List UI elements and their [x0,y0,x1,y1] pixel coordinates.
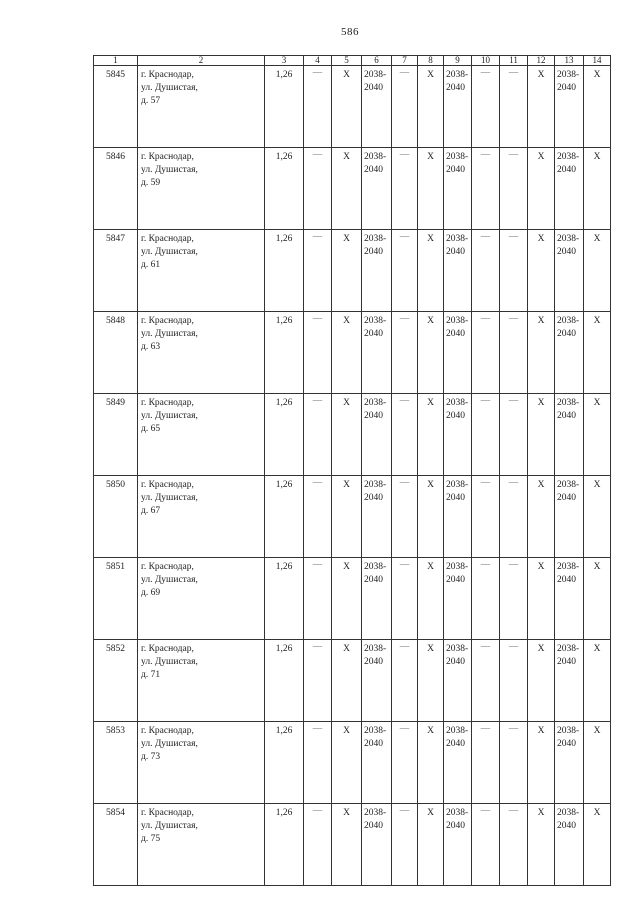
address-cell-line: д. 65 [141,424,161,434]
col-9-cell [444,66,472,148]
col-7-cell: — [392,230,418,312]
col-13-cell-line: 2038- [557,316,580,326]
col-14-cell: X [584,722,611,804]
col-14-cell: X [584,148,611,230]
col-5-cell: X [332,148,362,230]
column-header-4: 4 [304,56,332,66]
col-11-cell: — [500,558,528,640]
col-9-cell-line: 2038- [446,234,469,244]
col-7-cell: — [392,312,418,394]
col-4-cell: — [304,558,332,640]
row-number: 5854 [94,804,138,886]
column-header-8: 8 [418,56,444,66]
col-6-cell-line: 2038- [364,70,387,80]
col-10-cell: — [472,640,500,722]
col-7-cell: — [392,148,418,230]
col-13-cell-line: 2038- [557,726,580,736]
address-cell-line: д. 57 [141,96,161,106]
table-row [94,640,611,722]
col-12-cell: X [528,312,555,394]
col-6-cell-line: 2040 [364,83,383,93]
col-12-cell: X [528,230,555,312]
col-6-cell [362,312,392,394]
area-cell: 1,26 [265,394,304,476]
address-cell-line: г. Краснодар, [141,70,194,80]
col-9-cell-line: 2040 [446,247,465,257]
col-6-cell-line: 2038- [364,480,387,490]
col-6-cell [362,640,392,722]
address-cell-line: ул. Душистая, [141,165,198,175]
col-13-cell-line: 2040 [557,165,576,175]
col-6-cell [362,148,392,230]
address-cell [138,722,265,804]
col-4-cell: — [304,394,332,476]
address-cell [138,804,265,886]
col-6-cell-line: 2038- [364,398,387,408]
col-13-cell-line: 2040 [557,329,576,339]
col-14-cell: X [584,804,611,886]
col-9-cell-line: 2040 [446,329,465,339]
col-4-cell: — [304,312,332,394]
col-5-cell: X [332,66,362,148]
col-7-cell: — [392,558,418,640]
col-13-cell-line: 2040 [557,657,576,667]
area-cell: 1,26 [265,148,304,230]
col-11-cell: — [500,148,528,230]
col-6-cell-line: 2040 [364,821,383,831]
column-header-5: 5 [332,56,362,66]
col-9-cell [444,722,472,804]
col-8-cell: X [418,148,444,230]
address-cell-line: д. 67 [141,506,161,516]
address-cell-line: г. Краснодар, [141,480,194,490]
col-6-cell-line: 2040 [364,739,383,749]
col-6-cell-line: 2038- [364,152,387,162]
table-row [94,148,611,230]
table-header-row [94,56,611,66]
col-13-cell [555,640,584,722]
table-row [94,312,611,394]
col-11-cell: — [500,804,528,886]
col-10-cell: — [472,804,500,886]
col-6-cell [362,394,392,476]
col-9-cell [444,394,472,476]
table-row [94,230,611,312]
address-cell-line: ул. Душистая, [141,493,198,503]
col-7-cell: — [392,66,418,148]
col-4-cell: — [304,230,332,312]
table-body [94,66,611,886]
col-13-cell [555,558,584,640]
col-13-cell [555,804,584,886]
column-header-3: 3 [265,56,304,66]
col-12-cell: X [528,476,555,558]
address-cell-line: г. Краснодар, [141,562,194,572]
col-14-cell: X [584,640,611,722]
col-8-cell: X [418,230,444,312]
address-cell-line: д. 61 [141,260,161,270]
col-9-cell [444,640,472,722]
col-9-cell [444,230,472,312]
col-13-cell-line: 2038- [557,152,580,162]
address-cell-line: д. 59 [141,178,161,188]
row-number: 5847 [94,230,138,312]
col-5-cell: X [332,804,362,886]
col-8-cell: X [418,804,444,886]
col-4-cell: — [304,476,332,558]
col-6-cell-line: 2040 [364,329,383,339]
column-header-13: 13 [555,56,584,66]
col-14-cell: X [584,66,611,148]
area-cell: 1,26 [265,722,304,804]
col-9-cell-line: 2038- [446,398,469,408]
col-6-cell-line: 2040 [364,657,383,667]
col-9-cell-line: 2040 [446,165,465,175]
col-7-cell: — [392,804,418,886]
col-9-cell-line: 2040 [446,575,465,585]
col-13-cell-line: 2038- [557,562,580,572]
col-13-cell-line: 2040 [557,83,576,93]
col-13-cell [555,722,584,804]
address-cell-line: г. Краснодар, [141,234,194,244]
col-7-cell: — [392,476,418,558]
col-6-cell [362,66,392,148]
col-5-cell: X [332,230,362,312]
column-header-2: 2 [138,56,265,66]
col-7-cell: — [392,722,418,804]
col-6-cell [362,476,392,558]
col-9-cell [444,558,472,640]
col-14-cell: X [584,230,611,312]
area-cell: 1,26 [265,640,304,722]
address-cell-line: ул. Душистая, [141,83,198,93]
col-13-cell-line: 2040 [557,411,576,421]
col-6-cell-line: 2040 [364,247,383,257]
area-cell: 1,26 [265,558,304,640]
row-number: 5846 [94,148,138,230]
col-4-cell: — [304,640,332,722]
address-cell-line: г. Краснодар, [141,808,194,818]
table-row [94,66,611,148]
col-13-cell-line: 2040 [557,739,576,749]
address-cell-line: ул. Душистая, [141,821,198,831]
col-5-cell: X [332,312,362,394]
col-8-cell: X [418,722,444,804]
col-9-cell-line: 2040 [446,821,465,831]
col-4-cell: — [304,148,332,230]
col-9-cell-line: 2040 [446,411,465,421]
col-11-cell: — [500,230,528,312]
col-9-cell-line: 2038- [446,152,469,162]
col-10-cell: — [472,476,500,558]
table-row [94,804,611,886]
column-header-11: 11 [500,56,528,66]
col-11-cell: — [500,312,528,394]
col-9-cell-line: 2038- [446,70,469,80]
col-13-cell-line: 2038- [557,808,580,818]
area-cell: 1,26 [265,312,304,394]
col-14-cell: X [584,394,611,476]
col-4-cell: — [304,804,332,886]
col-9-cell [444,312,472,394]
address-cell [138,148,265,230]
address-cell-line: г. Краснодар, [141,316,194,326]
col-6-cell-line: 2040 [364,493,383,503]
col-13-cell-line: 2040 [557,575,576,585]
col-10-cell: — [472,148,500,230]
col-13-cell-line: 2038- [557,398,580,408]
col-10-cell: — [472,394,500,476]
row-number: 5851 [94,558,138,640]
column-header-10: 10 [472,56,500,66]
row-number: 5849 [94,394,138,476]
col-14-cell: X [584,558,611,640]
page-number: 586 [341,26,359,38]
row-number: 5853 [94,722,138,804]
col-8-cell: X [418,558,444,640]
col-13-cell-line: 2040 [557,821,576,831]
col-9-cell-line: 2038- [446,644,469,654]
col-6-cell-line: 2038- [364,726,387,736]
col-9-cell-line: 2038- [446,808,469,818]
col-8-cell: X [418,312,444,394]
col-11-cell: — [500,722,528,804]
column-header-9: 9 [444,56,472,66]
col-5-cell: X [332,640,362,722]
col-5-cell: X [332,558,362,640]
col-9-cell-line: 2040 [446,493,465,503]
address-cell-line: д. 73 [141,752,161,762]
address-cell-line: д. 63 [141,342,161,352]
row-number: 5845 [94,66,138,148]
row-number: 5848 [94,312,138,394]
col-10-cell: — [472,722,500,804]
address-cell-line: ул. Душистая, [141,247,198,257]
col-9-cell-line: 2038- [446,562,469,572]
column-header-14: 14 [584,56,611,66]
address-cell [138,476,265,558]
col-8-cell: X [418,640,444,722]
col-12-cell: X [528,558,555,640]
col-4-cell: — [304,66,332,148]
col-9-cell-line: 2040 [446,83,465,93]
row-number: 5850 [94,476,138,558]
col-13-cell-line: 2038- [557,70,580,80]
col-10-cell: — [472,312,500,394]
col-13-cell-line: 2038- [557,480,580,490]
registry-table [93,55,611,886]
address-cell [138,640,265,722]
col-12-cell: X [528,640,555,722]
table-row [94,558,611,640]
col-13-cell [555,312,584,394]
col-6-cell [362,558,392,640]
col-14-cell: X [584,476,611,558]
col-14-cell: X [584,312,611,394]
column-header-12: 12 [528,56,555,66]
address-cell-line: ул. Душистая, [141,739,198,749]
col-11-cell: — [500,640,528,722]
area-cell: 1,26 [265,230,304,312]
col-6-cell-line: 2038- [364,234,387,244]
col-5-cell: X [332,476,362,558]
row-number: 5852 [94,640,138,722]
col-8-cell: X [418,66,444,148]
address-cell-line: ул. Душистая, [141,657,198,667]
col-13-cell-line: 2040 [557,247,576,257]
table-row [94,394,611,476]
address-cell-line: г. Краснодар, [141,152,194,162]
col-10-cell: — [472,558,500,640]
address-cell [138,394,265,476]
col-7-cell: — [392,640,418,722]
col-13-cell [555,66,584,148]
address-cell-line: д. 75 [141,834,161,844]
col-13-cell [555,394,584,476]
col-13-cell-line: 2040 [557,493,576,503]
column-header-6: 6 [362,56,392,66]
col-13-cell [555,476,584,558]
col-6-cell-line: 2038- [364,562,387,572]
address-cell [138,312,265,394]
col-9-cell [444,804,472,886]
column-header-1: 1 [94,56,138,66]
column-header-7: 7 [392,56,418,66]
area-cell: 1,26 [265,804,304,886]
col-12-cell: X [528,394,555,476]
col-6-cell [362,804,392,886]
col-6-cell [362,722,392,804]
col-8-cell: X [418,394,444,476]
col-9-cell-line: 2038- [446,726,469,736]
address-cell [138,558,265,640]
col-6-cell-line: 2038- [364,808,387,818]
area-cell: 1,26 [265,476,304,558]
address-cell-line: г. Краснодар, [141,644,194,654]
col-4-cell: — [304,722,332,804]
col-5-cell: X [332,722,362,804]
address-cell-line: г. Краснодар, [141,726,194,736]
col-11-cell: — [500,66,528,148]
address-cell [138,66,265,148]
col-9-cell-line: 2040 [446,657,465,667]
col-9-cell [444,148,472,230]
col-10-cell: — [472,66,500,148]
area-cell: 1,26 [265,66,304,148]
col-5-cell: X [332,394,362,476]
col-6-cell-line: 2040 [364,575,383,585]
address-cell [138,230,265,312]
col-10-cell: — [472,230,500,312]
col-13-cell [555,148,584,230]
address-cell-line: ул. Душистая, [141,329,198,339]
col-13-cell [555,230,584,312]
address-cell-line: г. Краснодар, [141,398,194,408]
col-9-cell-line: 2038- [446,480,469,490]
col-6-cell [362,230,392,312]
col-13-cell-line: 2038- [557,644,580,654]
address-cell-line: ул. Душистая, [141,575,198,585]
col-12-cell: X [528,722,555,804]
col-8-cell: X [418,476,444,558]
col-9-cell-line: 2038- [446,316,469,326]
col-12-cell: X [528,148,555,230]
col-6-cell-line: 2040 [364,165,383,175]
col-11-cell: — [500,394,528,476]
col-9-cell-line: 2040 [446,739,465,749]
table-row [94,722,611,804]
col-6-cell-line: 2038- [364,644,387,654]
col-6-cell-line: 2040 [364,411,383,421]
col-11-cell: — [500,476,528,558]
address-cell-line: ул. Душистая, [141,411,198,421]
address-cell-line: д. 71 [141,670,161,680]
col-9-cell [444,476,472,558]
col-6-cell-line: 2038- [364,316,387,326]
address-cell-line: д. 69 [141,588,161,598]
col-12-cell: X [528,66,555,148]
col-12-cell: X [528,804,555,886]
col-13-cell-line: 2038- [557,234,580,244]
table-row [94,476,611,558]
col-7-cell: — [392,394,418,476]
